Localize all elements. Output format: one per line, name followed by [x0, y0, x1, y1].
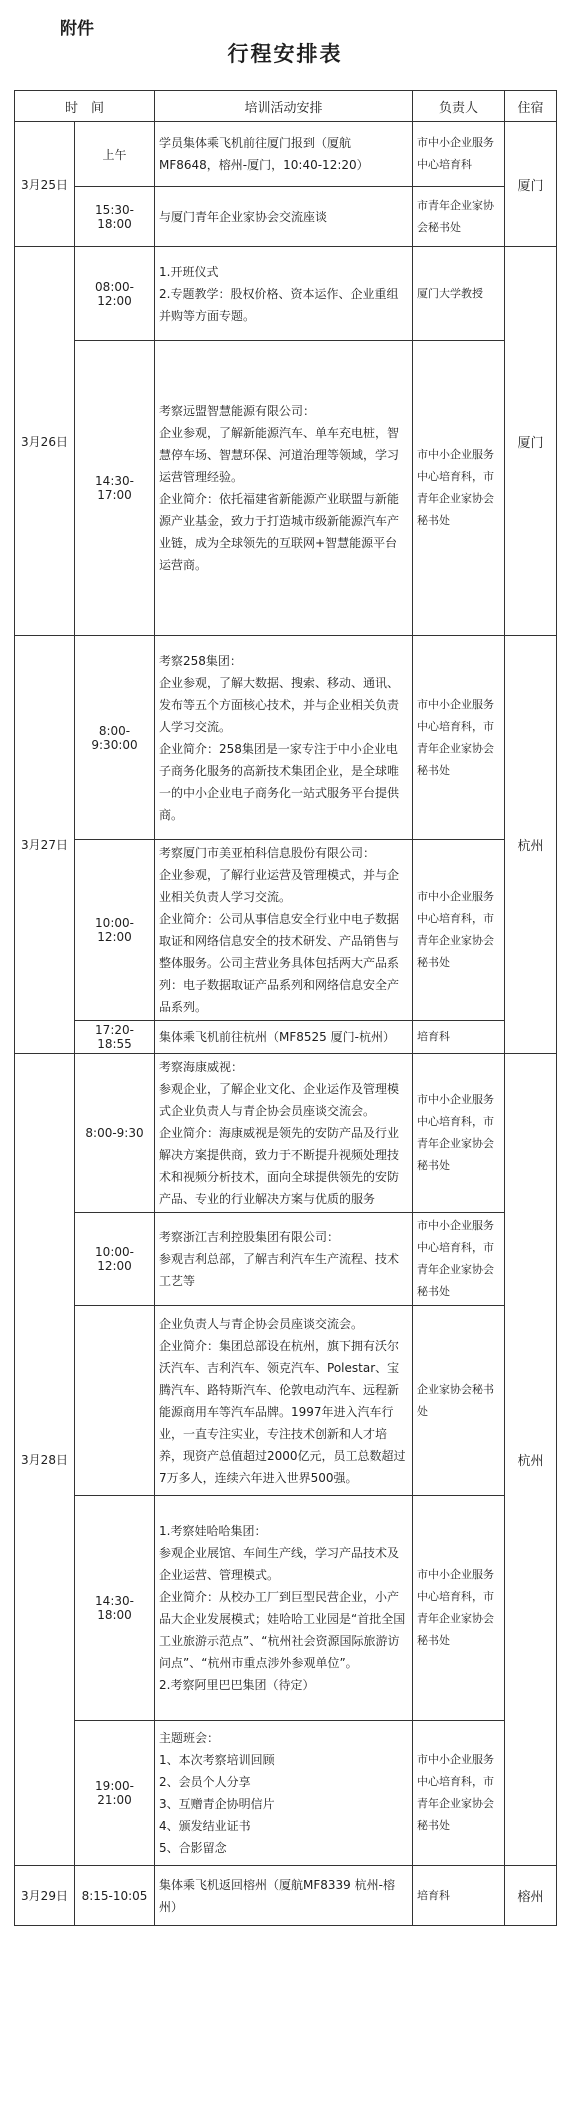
- activity-line: 3、互赠青企协明信片: [159, 1797, 275, 1811]
- activity-line: 5、合影留念: [159, 1841, 227, 1855]
- slot-activity: [155, 840, 413, 1021]
- table-row: [15, 1721, 557, 1866]
- header-row: [15, 91, 557, 122]
- slot-owner: 市中小企业服务中心培育科，市青年企业家协会秘书处: [413, 840, 505, 1021]
- activity-line: 2、会员个人分享: [159, 1775, 251, 1789]
- slot-time: 14:30-18:00: [75, 1496, 155, 1721]
- header-time: 时 间: [15, 91, 155, 122]
- slot-time: 10:00-12:00: [75, 1213, 155, 1306]
- activity-line: 与厦门青年企业家协会交流座谈: [159, 209, 328, 224]
- activity-line: 企业简介：公司从事信息安全行业中电子数据取证和网络信息安全的技术研发、产品销售与整体服务。公司主营业务具体包括两大产品系列：电子数据取证产品系列和网络信息安全产品系列。: [159, 912, 400, 1014]
- day-date: 3月29日: [15, 1866, 75, 1926]
- schedule-body: [15, 122, 557, 1926]
- day-stay: 厦门: [505, 122, 557, 247]
- activity-line: 1.开班仪式: [159, 264, 219, 279]
- day-date: 3月26日: [15, 247, 75, 636]
- activity-line: 集体乘飞机返回榕州（厦航MF8339 杭州-榕州）: [159, 1877, 395, 1914]
- day-date: 3月28日: [15, 1054, 75, 1866]
- slot-time: 10:00-12:00: [75, 840, 155, 1021]
- activity-line: 企业简介：依托福建省新能源产业联盟与新能源产业基金，致力于打造城市级新能源汽车产业链，成为全球领先的互联网+智慧能源平台运营商。: [159, 492, 400, 572]
- slot-activity: [155, 1866, 413, 1926]
- table-row: [15, 1496, 557, 1721]
- activity-line: 企业参观，了解大数据、搜索、移动、通讯、发布等五个方面核心技术，并与企业相关负责人学习交流。: [159, 675, 400, 734]
- document-title: 行程安排表: [227, 42, 343, 66]
- day-stay: 厦门: [505, 247, 557, 636]
- slot-time: 8:00-9:30: [75, 1054, 155, 1213]
- header-stay: 住宿: [505, 91, 557, 122]
- activity-line: 考察远盟智慧能源有限公司：: [159, 404, 316, 418]
- slot-activity: [155, 1496, 413, 1721]
- slot-owner: 市中小企业服务中心培育科: [413, 122, 505, 187]
- table-row: [15, 122, 557, 187]
- table-row: [15, 1054, 557, 1213]
- activity-line: 企业简介：集团总部设在杭州，旗下拥有沃尔沃汽车、吉利汽车、领克汽车、Polestar、宝腾汽车、路特斯汽车、伦敦电动汽车、远程新能源商用车等汽车品牌。1997年进入汽车行业，一直专注实业，专注技术创新和人才培养，现资产总值超过2000亿元，员工总数超过7万多人，连续六年进入世界500强。: [159, 1338, 406, 1485]
- slot-time: 19:00-21:00: [75, 1721, 155, 1866]
- table-row: [15, 341, 557, 636]
- activity-line: 企业参观，了解新能源汽车、单车充电桩，智慧停车场、智慧环保、河道治理等领域，学习运营管理经验。: [159, 426, 400, 484]
- table-row: [15, 1213, 557, 1306]
- slot-activity: [155, 187, 413, 247]
- slot-time: 8:00-9:30:00: [75, 636, 155, 840]
- activity-line: 考察海康威视：: [159, 1060, 244, 1074]
- table-row: [15, 1306, 557, 1496]
- slot-activity: [155, 636, 413, 840]
- activity-line: 考察浙江吉利控股集团有限公司：: [159, 1230, 340, 1244]
- slot-owner: 企业家协会秘书处: [413, 1306, 505, 1496]
- slot-activity: [155, 247, 413, 341]
- activity-line: 2.专题教学：股权价格、资本运作、企业重组并购等方面专题。: [159, 286, 399, 323]
- table-row: [15, 1021, 557, 1054]
- slot-activity: [155, 341, 413, 636]
- activity-line: 集体乘飞机前往杭州（MF8525 厦门-杭州）: [159, 1030, 395, 1044]
- activity-line: 企业简介：258集团是一家专注于中小企业电子商务化服务的高新技术集团企业，是全球唯一的中小企业电子商务化一站式服务平台提供商。: [159, 741, 400, 822]
- activity-line: 参观企业展馆、车间生产线，学习产品技术及企业运营、管理模式。: [159, 1546, 400, 1582]
- day-stay: 杭州: [505, 636, 557, 1054]
- slot-owner: 培育科: [413, 1866, 505, 1926]
- day-stay: 杭州: [505, 1054, 557, 1866]
- slot-owner: 市中小企业服务中心培育科，市青年企业家协会秘书处: [413, 341, 505, 636]
- slot-owner: 厦门大学教授: [413, 247, 505, 341]
- slot-owner: 市中小企业服务中心培育科，市青年企业家协会秘书处: [413, 636, 505, 840]
- slot-time: 14:30-17:00: [75, 341, 155, 636]
- header-owner: 负责人: [413, 91, 505, 122]
- slot-owner: 市中小企业服务中心培育科，市青年企业家协会秘书处: [413, 1054, 505, 1213]
- activity-line: 企业简介：海康威视是领先的安防产品及行业解决方案提供商，致力于不断提升视频处理技术和视频分析技术，面向全球提供领先的安防产品、专业的行业解决方案与优质的服务: [159, 1126, 400, 1206]
- activity-line: 1、本次考察培训回顾: [159, 1753, 275, 1767]
- activity-line: 主题班会：: [159, 1731, 220, 1745]
- activity-line: 企业参观，了解行业运营及管理模式，并与企业相关负责人学习交流。: [159, 868, 400, 904]
- activity-line: 考察258集团：: [159, 653, 242, 668]
- slot-time: 上午: [75, 122, 155, 187]
- slot-time: 17:20-18:55: [75, 1021, 155, 1054]
- activity-line: 2.考察阿里巴巴集团（待定）: [159, 1678, 315, 1692]
- day-stay: 榕州: [505, 1866, 557, 1926]
- slot-time: 8:15-10:05: [75, 1866, 155, 1926]
- activity-line: 1.考察娃哈哈集团：: [159, 1524, 267, 1538]
- header-activity: 培训活动安排: [155, 91, 413, 122]
- table-row: [15, 636, 557, 840]
- slot-owner: 市中小企业服务中心培育科，市青年企业家协会秘书处: [413, 1721, 505, 1866]
- slot-activity: [155, 1054, 413, 1213]
- day-date: 3月25日: [15, 122, 75, 247]
- slot-activity: [155, 1021, 413, 1054]
- slot-time: [75, 1306, 155, 1496]
- slot-activity: [155, 1721, 413, 1866]
- slot-owner: 市中小企业服务中心培育科，市青年企业家协会秘书处: [413, 1496, 505, 1721]
- slot-time: 15:30-18:00: [75, 187, 155, 247]
- day-date: 3月27日: [15, 636, 75, 1054]
- schedule-table: [14, 90, 557, 1926]
- activity-line: 参观企业，了解企业文化、企业运作及管理模式企业负责人与青企协会员座谈交流会。: [159, 1082, 400, 1118]
- activity-line: 4、颁发结业证书: [159, 1819, 251, 1833]
- table-row: [15, 840, 557, 1021]
- slot-activity: [155, 1213, 413, 1306]
- activity-line: 学员集体乘飞机前往厦门报到（厦航MF8648，榕州-厦门，10:40-12:20）: [159, 136, 369, 172]
- table-row: [15, 187, 557, 247]
- slot-activity: [155, 1306, 413, 1496]
- slot-owner: 培育科: [413, 1021, 505, 1054]
- activity-line: 企业负责人与青企协会员座谈交流会。: [159, 1316, 364, 1331]
- activity-line: 企业简介：从校办工厂到巨型民营企业，小产品大企业发展模式；娃哈哈工业园是“首批全国工业旅游示范点”、“杭州社会资源国际旅游访问点”、“杭州市重点涉外参观单位”。: [159, 1590, 406, 1670]
- slot-owner: 市青年企业家协会秘书处: [413, 187, 505, 247]
- attachment-label: 附件: [60, 19, 94, 39]
- activity-line: 考察厦门市美亚柏科信息股份有限公司：: [159, 846, 376, 860]
- table-row: [15, 1866, 557, 1926]
- slot-time: 08:00-12:00: [75, 247, 155, 341]
- slot-owner: 市中小企业服务中心培育科，市青年企业家协会秘书处: [413, 1213, 505, 1306]
- table-row: [15, 247, 557, 341]
- activity-line: 参观吉利总部，了解吉利汽车生产流程、技术工艺等: [159, 1252, 400, 1288]
- slot-activity: [155, 122, 413, 187]
